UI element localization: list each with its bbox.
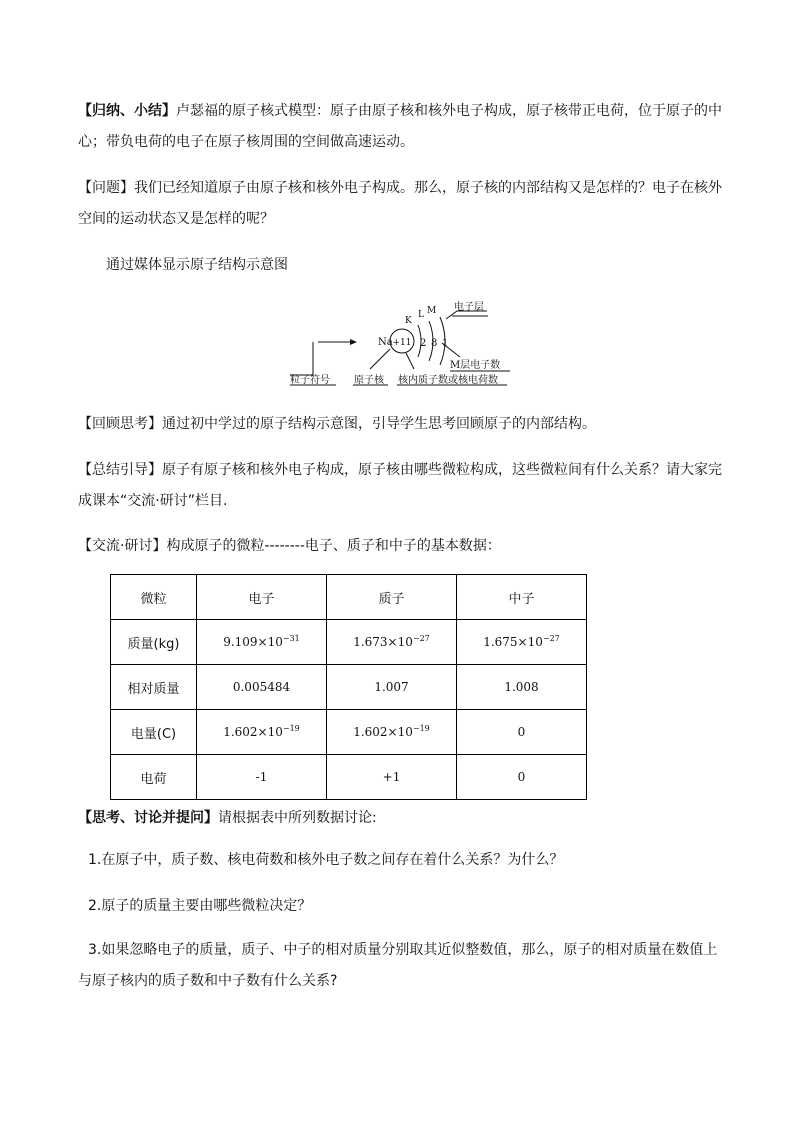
relative-mass-proton-cell: 1.007	[327, 665, 457, 710]
shell-count-k: 2	[420, 338, 427, 349]
particle-data-table	[110, 574, 587, 800]
shell-letter-k: K	[405, 316, 412, 326]
discussion-lead: 【思考、讨论并提问】	[78, 810, 218, 826]
shell-letter-l: L	[418, 310, 424, 320]
charge-sign-proton-cell: +1	[327, 755, 457, 800]
question-lead: 【问题】	[78, 180, 134, 196]
discussion-question-1: 1.在原子中，质子数、核电荷数和核外电子数之间存在着什么关系？为什么？	[88, 852, 564, 868]
relative-mass-neutron-cell: 1.008	[457, 665, 587, 710]
guide-lead: 【总结引导】	[78, 462, 162, 478]
charge-proton-cell: $1.602\times 10^{-19}$	[327, 710, 457, 755]
atom-structure-diagram	[282, 297, 518, 393]
charge-neutron-cell: 0	[457, 710, 587, 755]
table-row	[111, 755, 587, 800]
charge-electron-cell: $1.602\times 10^{-19}$	[197, 710, 327, 755]
label-nucleus: 原子核	[354, 375, 384, 386]
table-header-cell: 电子	[197, 575, 327, 620]
question-text: 我们已经知道原子由原子核和核外电子构成。那么，原子核的内部结构又是怎样的？电子在核外空间的运动状态又是怎样的呢？	[78, 180, 722, 227]
review-paragraph	[78, 409, 726, 440]
exchange-lead: 【交流·研讨】	[78, 538, 167, 554]
discussion-text: 请根据表中所列数据讨论:	[218, 810, 377, 826]
charge-sign-neutron-cell: 0	[457, 755, 587, 800]
discussion-paragraph	[78, 803, 726, 834]
mass-neutron-cell: $1.675\times 10^{-27}$	[457, 620, 587, 665]
summary-text: 卢瑟福的原子核式模型：原子由原子核和核外电子构成，原子核带正电荷，位于原子的中心；带负电荷的电子在原子核周围的空间做高速运动。	[78, 103, 722, 150]
table-header-cell: 中子	[457, 575, 587, 620]
review-text: 通过初中学过的原子结构示意图，引导学生思考回顾原子的内部结构。	[162, 416, 596, 432]
shell-count-l: 8	[431, 338, 438, 349]
media-line: 通过媒体显示原子结构示意图	[106, 257, 288, 273]
discussion-question-2: 2.原子的质量主要由哪些微粒决定？	[88, 898, 312, 914]
row-label-charge-sign: 电荷	[111, 755, 197, 800]
shell-letter-m: M	[427, 306, 437, 316]
row-label-mass: 质量(kg)	[111, 620, 197, 665]
question-paragraph	[78, 173, 726, 235]
relative-mass-electron-cell: 0.005484	[197, 665, 327, 710]
row-label-charge-amount: 电量(C)	[111, 710, 197, 755]
exchange-paragraph	[78, 531, 726, 562]
table-row	[111, 665, 587, 710]
nucleus-pointer	[370, 349, 390, 369]
guide-paragraph	[78, 455, 726, 517]
label-proton-count: 核内质子数或核电荷数	[398, 375, 498, 386]
mass-proton-cell: $1.673\times 10^{-27}$	[327, 620, 457, 665]
table-row	[111, 575, 587, 620]
symbol-pointer-line	[290, 342, 313, 375]
review-lead: 【回顾思考】	[78, 416, 162, 432]
guide-text: 原子有原子核和核外电子构成，原子核由哪些微粒构成，这些微粒间有什么关系？请大家完成课本“交流·研讨”栏目.	[78, 462, 722, 509]
row-label-relative-mass: 相对质量	[111, 665, 197, 710]
label-particle-symbol: 粒子符号	[290, 375, 330, 386]
element-symbol: Na	[378, 337, 393, 348]
proton-count-pointer	[406, 353, 414, 369]
label-m-electrons: M层电子数	[450, 360, 501, 371]
exchange-text: 构成原子的微粒--------电子、质子和中子的基本数据：	[166, 538, 501, 554]
table-header-cell: 微粒	[111, 575, 197, 620]
symbol-arrow-head	[350, 339, 357, 345]
summary-lead: 【归纳、小结】	[78, 103, 176, 119]
summary-paragraph	[78, 96, 726, 158]
discussion-question-3: 3.如果忽略电子的质量，质子、中子的相对质量分别取其近似整数值，那么，原子的相对质量在数值上与原子核内的质子数和中子数有什么关系?	[78, 942, 718, 989]
table-header-cell: 质子	[327, 575, 457, 620]
charge-sign-electron-cell: -1	[197, 755, 327, 800]
nucleus-charge: +11	[392, 338, 412, 348]
table-row	[111, 710, 587, 755]
shell-count-m: 1	[442, 338, 449, 349]
mass-electron-cell: $9.109\times 10^{-31}$	[197, 620, 327, 665]
label-shell: 电子层	[454, 302, 484, 313]
table-row	[111, 620, 587, 665]
